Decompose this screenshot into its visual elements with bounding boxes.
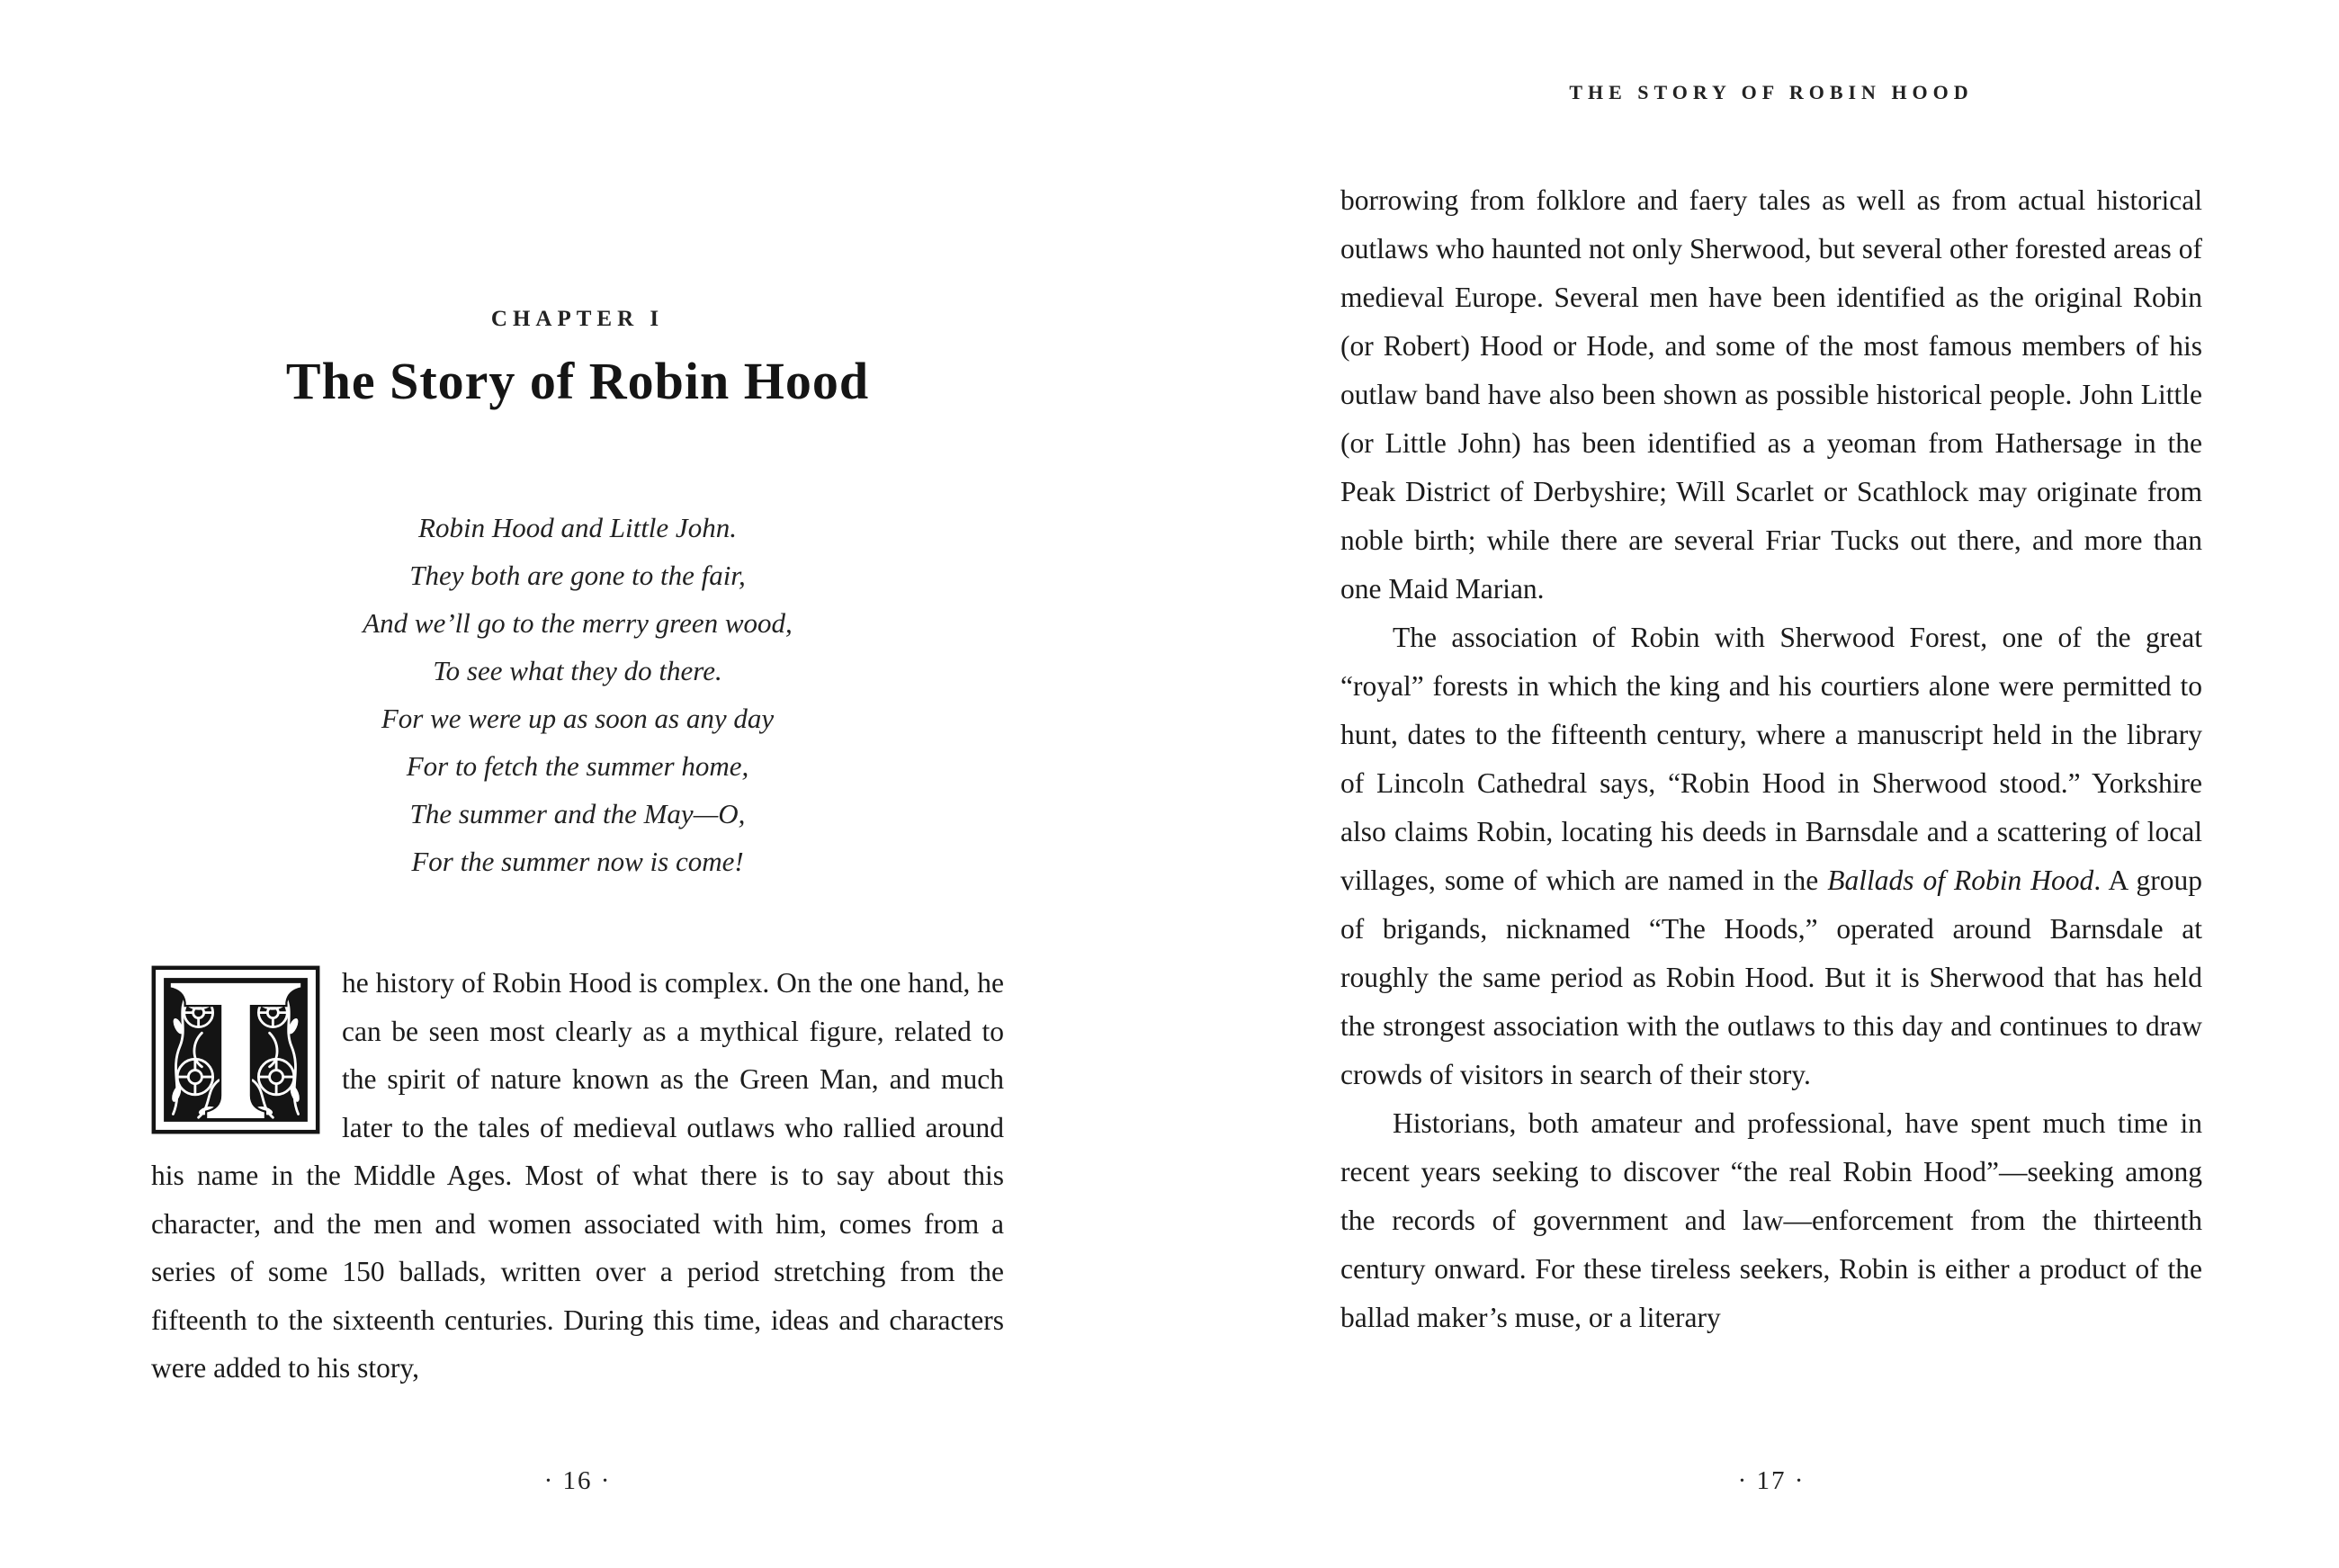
paragraph bbox=[1340, 614, 2202, 1099]
paragraph-text: . A group of brigands, nicknamed “The Hoods,” operated around Barnsdale at roughly the same period as Robin Hood. But it is Sherwood that has held the strongest association with the outlaws to this day and continues to draw crowds of visitors in search of their story. bbox=[1340, 865, 2203, 1090]
italic-book-title: Ballads of Robin Hood bbox=[1827, 865, 2094, 896]
page-number-left: · 16 · bbox=[543, 1466, 612, 1495]
body-paragraph-left bbox=[151, 959, 1004, 1393]
paragraph-text: borrowing from folklore and faery tales as well as from actual historical outlaws who haunted not only Sherwood, but several other forested areas of medieval Europe. Several men have been identified as the original Robin (or Robert) Hood or Hode, and some of the most famous members of his outlaw band have also been shown as possible historical people. John Little (or Little John) has been identified as a yeoman from Hathersage in the Peak District of Derbyshire; Will Scarlet or Scathlock may originate from noble birth; while there are several Friar Tucks out there, and more than one Maid Marian. bbox=[1340, 184, 2202, 605]
poem-line: The summer and the May—O, bbox=[409, 798, 746, 829]
running-header: THE STORY OF ROBIN HOOD bbox=[1569, 81, 1974, 103]
left-page-column bbox=[151, 0, 1004, 1568]
paragraph bbox=[1340, 1099, 2202, 1342]
body-text-right bbox=[1340, 176, 2202, 1342]
poem-line: Robin Hood and Little John. bbox=[418, 512, 737, 543]
page-right bbox=[1170, 0, 2339, 1568]
poem-line: For the summer now is come! bbox=[411, 846, 744, 877]
poem-line: And we’ll go to the merry green wood, bbox=[363, 607, 793, 639]
page-number-right: · 17 · bbox=[1737, 1466, 1806, 1495]
poem bbox=[151, 504, 1004, 885]
chapter-label: CHAPTER I bbox=[490, 307, 665, 331]
ornate-drop-cap-initial-T bbox=[151, 965, 320, 1134]
poem-line: For to fetch the summer home, bbox=[406, 750, 749, 782]
paragraph-text: Historians, both amateur and professional, have spent much time in recent years seeking to discover “the real Robin Hood”—seeking among the records of government and law—enforcement from the thirteenth century onward. For these tireless seekers, Robin is either a product of the ballad maker’s muse, or a literary bbox=[1340, 1107, 2202, 1333]
opening-paragraph bbox=[151, 959, 1004, 1393]
right-page-column bbox=[1340, 0, 2202, 1568]
poem-line: For we were up as soon as any day bbox=[381, 703, 775, 734]
poem-line: To see what they do there. bbox=[433, 655, 722, 686]
paragraph bbox=[1340, 176, 2202, 614]
poem-line: They both are gone to the fair, bbox=[409, 560, 746, 591]
paragraph-text: The association of Robin with Sherwood Forest, one of the great “royal” forests in which the king and his courtiers alone were permitted to hunt, dates to the fifteenth century, where a manuscript held in the library of Lincoln Cathedral says, “Robin Hood in Sherwood stood.” Yorkshire also claims Robin, locating his deeds in Barnsdale and a scattering of local villages, some of which are named in the bbox=[1340, 622, 2202, 896]
opening-paragraph-text: he history of Robin Hood is complex. On the one hand, he can be seen most clearly as a mythical figure, related to the spirit of nature known as the Green Man, and much later to the tales of medieval outlaws who rallied around his name in the Middle Ages. Most of what there is to say about this character, and the men and women associated with him, comes from a series of some 150 ballads, written over a period stretching from the fifteenth to the sixteenth centuries. During this time, ideas and characters were added to his story, bbox=[151, 967, 1004, 1384]
chapter-title: The Story of Robin Hood bbox=[285, 352, 870, 410]
